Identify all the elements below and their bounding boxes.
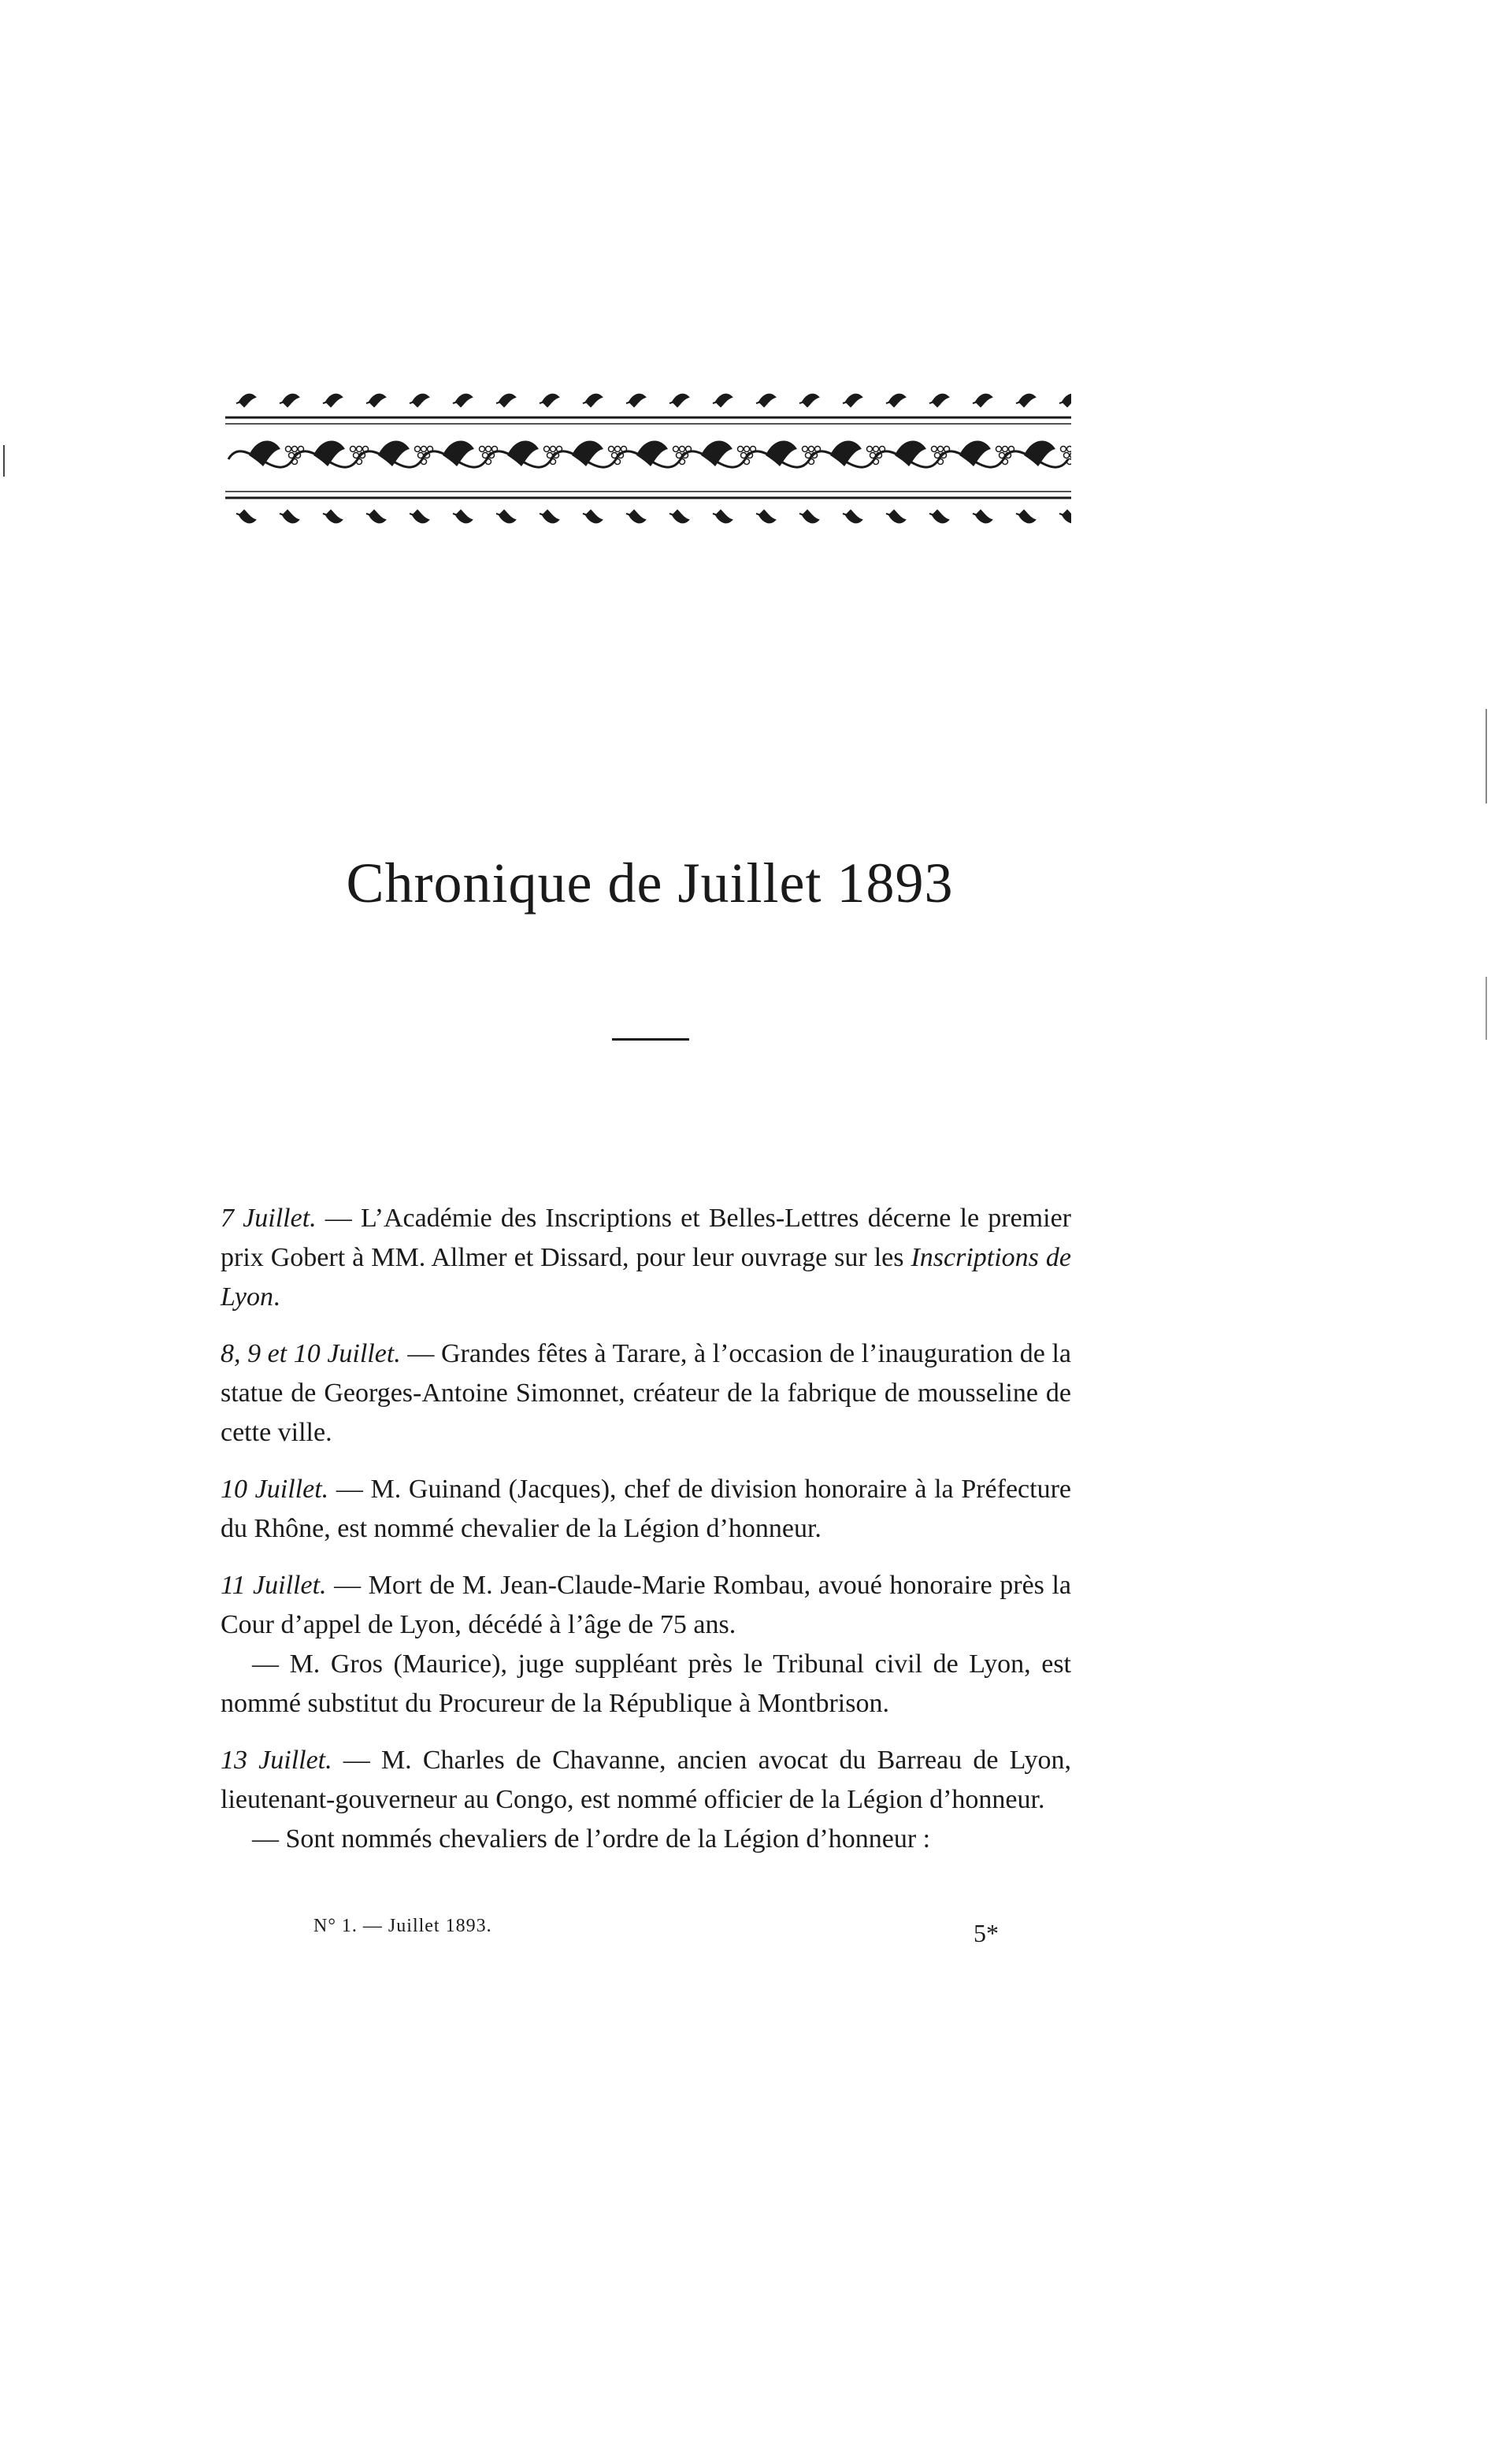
grape [1070,453,1072,458]
grape [1003,447,1008,452]
grape [289,453,295,458]
entry-text: — M. Charles de Chavanne, ancien avocat du Barreau de Lyon, lieutenant-gouverneur au Congo, est nommé officier de la Légion d’honneur. [221,1746,1071,1814]
vine-leaf [766,441,797,466]
grape [609,447,614,452]
leaf-sprig [236,395,255,406]
grape [932,447,937,452]
leaf-sprig [583,510,602,522]
title-divider [612,1038,689,1041]
leaf-sprig [886,510,905,522]
leaf-sprig [626,510,645,522]
grape [1000,453,1005,458]
leaf-sprig [929,395,948,406]
grape [1064,453,1070,458]
entry-11-juillet [221,1566,1071,1645]
leaf-sprig [1016,510,1035,522]
grape [615,447,621,452]
grape [1067,447,1072,452]
grape [354,453,359,458]
vine-leaf [895,441,926,466]
leaf-sprig [756,395,775,406]
vine-leaf [249,441,280,466]
grape [415,447,421,452]
leaf-sprig [973,510,992,522]
grape [612,453,618,458]
grape [938,447,944,452]
grape [873,447,879,452]
leaf-sprig [756,510,775,522]
grape [480,447,485,452]
leaf-sprig [323,510,342,522]
leaf-sprig [799,395,818,406]
leaf-sprig [843,395,862,406]
vine-leaf [701,441,733,466]
ornamental-vine-border-icon [225,377,1071,542]
vine-leaf [959,441,991,466]
leaf-sprig [453,395,472,406]
grape [677,453,682,458]
leaf-sprig [366,395,385,406]
grape [809,447,814,452]
grape [357,447,362,452]
leaf-sprig [280,510,299,522]
entry-italic: Inscriptions de Lyon [221,1243,1071,1312]
vine-leaf [378,441,410,466]
entry-text: — L’Académie des Inscriptions et Belles-Lettres décerne le premier prix Gobert à MM. Allmer et Dissard, pour leur ouvrage sur les [221,1204,1071,1272]
entry-13-juillet [221,1741,1071,1820]
grape [544,447,550,452]
grape [935,453,940,458]
grape [738,447,744,452]
entry-date: 11 Juillet. [221,1571,327,1600]
leaf-sprig [410,510,428,522]
entry-text: — Mort de M. Jean-Claude-Marie Rombau, avoué honoraire près la Cour d’appel de Lyon, décédé à l’âge de 75 ans. [221,1571,1072,1639]
leaf-sprig [626,395,645,406]
grape [292,447,298,452]
entry-8-9-10-juillet [221,1334,1071,1453]
leaf-sprig [496,395,515,406]
leaf-sprig [366,510,385,522]
leaf-sprig [799,510,818,522]
grape [486,447,491,452]
leaf-sprig [496,510,515,522]
leaf-sprig [323,395,342,406]
grape [547,453,553,458]
entry-11-juillet-continuation: — M. Gros (Maurice), juge suppléant près le Tribunal civil de Lyon, est nommé substitut du Procureur de la République à Montbrison. [221,1649,1071,1718]
leaf-sprig [1059,395,1071,406]
grape [680,447,685,452]
entry-date: 8, 9 et 10 Juillet. [221,1339,401,1368]
vine-leaf [572,441,603,466]
leaf-sprig [540,395,558,406]
vine-leaf [313,441,345,466]
entry-text: — Grandes fêtes à Tarare, à l’occasion de l’inauguration de la statue de Georges-Antoine Simonnet, créateur de la fabrique de mousseline de cette ville. [221,1339,1071,1447]
grape [744,447,750,452]
grape [673,447,679,452]
leaf-sprig [280,395,299,406]
leaf-sprig [540,510,558,522]
leaf-sprig [453,510,472,522]
leaf-sprig [669,510,688,522]
entry-text-end: . [273,1282,280,1312]
leaf-sprig [713,395,732,406]
entry-date: 7 Juillet. [221,1204,317,1233]
scan-margin-mark [3,445,5,477]
grape [421,447,427,452]
page-footer [313,1916,1022,1955]
leaf-sprig [236,510,255,522]
leaf-sprig [929,510,948,522]
grape [418,453,424,458]
leaf-sprig [843,510,862,522]
grape [741,453,747,458]
grape [996,447,1002,452]
scan-margin-mark [1485,709,1487,803]
leaf-sprig [1016,395,1035,406]
leaf-sprig [886,395,905,406]
leaf-sprig [669,395,688,406]
vine-leaf [507,441,539,466]
grape [483,453,488,458]
entry-date: 13 Juillet. [221,1746,332,1775]
signature-mark: 5* [974,1919,999,1947]
ornament-band [225,377,1071,542]
vine-leaf [443,441,474,466]
vine-leaf [636,441,668,466]
chronicle-body [221,1199,1071,1859]
entry-10-juillet [221,1470,1071,1549]
vine-leaf [830,441,862,466]
grape [870,453,876,458]
grape [806,453,811,458]
grape [551,447,556,452]
page-title: Chronique de Juillet 1893 [346,852,954,915]
issue-number: N° 1. — Juillet 1893. [313,1916,492,1936]
leaf-sprig [973,395,992,406]
leaf-sprig [410,395,428,406]
leaf-sprig [583,395,602,406]
entry-13-juillet-continuation: — Sont nommés chevaliers de l’ordre de la Légion d’honneur : [252,1824,931,1854]
grape [803,447,808,452]
entry-7-juillet [221,1199,1071,1317]
grape [286,447,291,452]
leaf-sprig [713,510,732,522]
grape [350,447,356,452]
entry-date: 10 Juillet. [221,1475,329,1504]
grape [1061,447,1066,452]
grape [867,447,873,452]
entry-text: — M. Guinand (Jacques), chef de division honoraire à la Préfecture du Rhône, est nommé chevalier de la Légion d’honneur. [221,1475,1071,1543]
leaf-sprig [1059,510,1071,522]
vine-leaf [1024,441,1055,466]
scan-margin-mark [1485,977,1487,1040]
